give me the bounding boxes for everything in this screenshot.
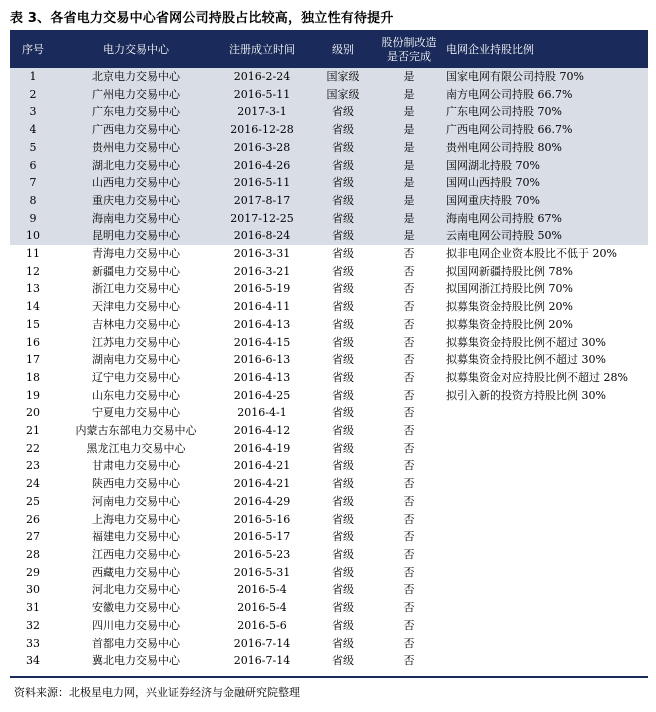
cell-level: 省级 [332,247,354,261]
cell-center: 黑龙江电力交易中心 [86,441,186,455]
cell-share: 广东电网公司持股 70% [440,103,648,121]
cell-share: 拟募集资金持股比例 20% [446,317,573,331]
cell-no: 24 [26,477,40,491]
cell-date: 2016-6-13 [233,353,291,367]
cell-share: 拟国网浙江持股比例 70% [446,282,573,296]
cell-no: 14 [26,300,40,314]
cell-center: 辽宁电力交易中心 [92,370,180,384]
cell-date: 2016-8-24 [216,227,308,245]
cell-level: 省级 [332,601,354,615]
cell-reform: 否 [403,618,415,632]
cell-reform: 否 [403,317,415,331]
cell-date: 2016-4-12 [233,424,291,438]
cell-center: 湖北电力交易中心 [56,157,216,175]
cell-reform: 否 [403,565,415,579]
table-row [10,227,648,245]
cell-reform: 否 [403,512,415,526]
cell-no: 5 [10,139,56,157]
cell-date: 2016-4-26 [216,157,308,175]
cell-level: 省级 [308,121,378,139]
cell-center: 广州电力交易中心 [56,86,216,104]
cell-level: 省级 [332,406,354,420]
table-row [10,617,648,635]
header-level: 级别 [332,43,354,56]
table-row [10,334,648,352]
table-row [10,263,648,281]
cell-reform: 是 [378,210,440,228]
cell-share: 国网山西持股 70% [440,174,648,192]
table-row [10,157,648,175]
cell-share: 云南电网公司持股 50% [440,227,648,245]
cell-reform: 否 [403,370,415,384]
cell-level: 省级 [332,459,354,473]
cell-reform: 否 [403,654,415,668]
cell-reform: 否 [403,424,415,438]
cell-level: 省级 [332,512,354,526]
source-note: 资料来源：北极星电力网，兴业证券经济与金融研究院整理 [14,686,300,699]
table-row [10,86,648,104]
cell-date: 2016-5-4 [237,601,287,615]
cell-reform: 否 [403,335,415,349]
cell-center: 西藏电力交易中心 [92,565,180,579]
cell-level: 省级 [332,300,354,314]
cell-reform: 否 [403,441,415,455]
table-row [10,210,648,228]
cell-level: 省级 [308,227,378,245]
table-row [10,369,648,387]
cell-date: 2016-5-16 [233,512,291,526]
cell-no: 7 [10,174,56,192]
cell-level: 省级 [308,157,378,175]
cell-no: 8 [10,192,56,210]
cell-no: 2 [10,86,56,104]
cell-reform: 是 [378,86,440,104]
cell-level: 省级 [308,139,378,157]
cell-no: 23 [26,459,40,473]
cell-reform: 否 [403,530,415,544]
cell-level: 省级 [332,317,354,331]
table-row [10,68,648,86]
cell-date: 2016-5-19 [233,282,291,296]
cell-no: 28 [26,547,40,561]
cell-share: 国网湖北持股 70% [440,157,648,175]
cell-reform: 是 [378,174,440,192]
cell-level: 国家级 [308,68,378,86]
cell-date: 2016-4-29 [233,494,291,508]
table-row [10,174,648,192]
cell-level: 省级 [332,441,354,455]
cell-reform: 否 [403,636,415,650]
cell-center: 昆明电力交易中心 [56,227,216,245]
cell-no: 22 [26,441,40,455]
cell-date: 2016-5-11 [216,86,308,104]
cell-reform: 否 [403,388,415,402]
exchange-center-table [10,32,648,670]
table-row [10,493,648,511]
cell-share: 南方电网公司持股 66.7% [440,86,648,104]
cell-no: 21 [26,424,40,438]
cell-reform: 是 [378,121,440,139]
cell-center: 河南电力交易中心 [92,494,180,508]
cell-no: 13 [26,282,40,296]
cell-no: 34 [26,654,40,668]
cell-date: 2016-12-28 [216,121,308,139]
cell-reform: 否 [403,300,415,314]
table-row [10,316,648,334]
cell-level: 国家级 [308,86,378,104]
cell-date: 2016-4-13 [233,317,291,331]
header-reform-line2: 是否完成 [387,50,431,63]
cell-reform: 否 [403,494,415,508]
table-row [10,192,648,210]
cell-date: 2016-4-21 [233,477,291,491]
cell-center: 宁夏电力交易中心 [92,406,180,420]
cell-no: 26 [26,512,40,526]
cell-no: 33 [26,636,40,650]
cell-center: 重庆电力交易中心 [56,192,216,210]
cell-share: 国网重庆持股 70% [440,192,648,210]
cell-level: 省级 [332,282,354,296]
cell-no: 10 [10,227,56,245]
cell-center: 首都电力交易中心 [92,636,180,650]
cell-center: 北京电力交易中心 [56,68,216,86]
cell-share: 拟募集资金对应持股比例不超过 28% [446,370,628,384]
table-row [10,351,648,369]
cell-reform: 否 [403,583,415,597]
cell-share: 海南电网公司持股 67% [440,210,648,228]
cell-no: 11 [26,247,40,261]
cell-share: 拟非电网企业资本股比不低于 20% [446,247,617,261]
cell-level: 省级 [332,494,354,508]
cell-center: 吉林电力交易中心 [92,317,180,331]
cell-center: 冀北电力交易中心 [92,654,180,668]
cell-share [440,404,648,422]
cell-date: 2017-12-25 [216,210,308,228]
table-row [10,280,648,298]
cell-no: 32 [26,618,40,632]
cell-share [440,599,648,617]
cell-no: 30 [26,583,40,597]
cell-center: 安徽电力交易中心 [92,601,180,615]
cell-center: 内蒙古东部电力交易中心 [75,424,197,438]
cell-reform: 是 [378,157,440,175]
cell-level: 省级 [332,335,354,349]
cell-date: 2017-3-1 [216,103,308,121]
cell-center: 青海电力交易中心 [92,247,180,261]
cell-share [440,617,648,635]
table-row [10,528,648,546]
cell-share: 拟引入新的投资方持股比例 30% [446,388,606,402]
cell-no: 12 [26,264,40,278]
cell-no: 29 [26,565,40,579]
cell-share: 贵州电网公司持股 80% [440,139,648,157]
cell-date: 2016-5-23 [233,547,291,561]
header-date: 注册成立时间 [229,43,295,56]
cell-center: 湖南电力交易中心 [92,353,180,367]
cell-no: 31 [26,601,40,615]
cell-center: 贵州电力交易中心 [56,139,216,157]
cell-reform: 否 [403,547,415,561]
table-row [10,581,648,599]
cell-level: 省级 [308,103,378,121]
table-row [10,546,648,564]
table-row [10,404,648,422]
cell-level: 省级 [332,477,354,491]
table-row [10,599,648,617]
cell-date: 2016-3-21 [233,264,291,278]
table-row [10,564,648,582]
cell-no: 18 [26,370,40,384]
cell-share [440,493,648,511]
cell-share: 拟募集资金持股比例 20% [446,300,573,314]
cell-center: 河北电力交易中心 [92,583,180,597]
cell-reform: 否 [403,459,415,473]
cell-level: 省级 [308,192,378,210]
cell-no: 4 [10,121,56,139]
bottom-rule [10,676,648,678]
cell-center: 新疆电力交易中心 [92,264,180,278]
cell-date: 2016-7-14 [233,636,291,650]
cell-center: 广东电力交易中心 [56,103,216,121]
cell-date: 2017-8-17 [216,192,308,210]
cell-level: 省级 [332,636,354,650]
cell-share [440,581,648,599]
cell-date: 2016-2-24 [216,68,308,86]
table-row [10,511,648,529]
table-row [10,298,648,316]
cell-date: 2016-5-31 [233,565,291,579]
cell-share: 拟国网新疆持股比例 78% [446,264,573,278]
table-row [10,121,648,139]
header-reform [378,32,440,68]
cell-reform: 是 [378,103,440,121]
cell-center: 天津电力交易中心 [92,300,180,314]
cell-reform: 否 [403,601,415,615]
cell-level: 省级 [332,618,354,632]
cell-share [440,546,648,564]
cell-date: 2016-5-4 [237,583,287,597]
table-row [10,139,648,157]
cell-share [440,652,648,670]
cell-no: 6 [10,157,56,175]
cell-share [440,564,648,582]
cell-center: 海南电力交易中心 [56,210,216,228]
cell-share [440,422,648,440]
cell-center: 广西电力交易中心 [56,121,216,139]
cell-center: 上海电力交易中心 [92,512,180,526]
table-row [10,475,648,493]
cell-date: 2016-4-15 [233,335,291,349]
cell-reform: 否 [403,353,415,367]
cell-reform: 否 [403,282,415,296]
cell-level: 省级 [332,388,354,402]
header-share: 电网企业持股比例 [446,43,534,56]
cell-date: 2016-5-6 [237,618,287,632]
table-row [10,245,648,263]
cell-date: 2016-4-25 [233,388,291,402]
cell-center: 山西电力交易中心 [56,174,216,192]
table-row [10,652,648,670]
cell-center: 江苏电力交易中心 [92,335,180,349]
table-row [10,635,648,653]
cell-share [440,475,648,493]
cell-no: 9 [10,210,56,228]
header-center: 电力交易中心 [103,43,169,56]
cell-reform: 是 [378,68,440,86]
cell-level: 省级 [332,565,354,579]
cell-center: 四川电力交易中心 [92,618,180,632]
cell-level: 省级 [332,530,354,544]
cell-share [440,528,648,546]
cell-reform: 是 [378,139,440,157]
cell-level: 省级 [332,424,354,438]
cell-date: 2016-4-19 [233,441,291,455]
cell-no: 25 [26,494,40,508]
cell-date: 2016-4-13 [233,370,291,384]
cell-no: 16 [26,335,40,349]
table-row [10,103,648,121]
cell-reform: 是 [378,192,440,210]
cell-center: 福建电力交易中心 [92,530,180,544]
cell-no: 17 [26,353,40,367]
table-body [10,68,648,670]
cell-share: 拟募集资金持股比例不超过 30% [446,353,606,367]
table-row [10,457,648,475]
table-row [10,387,648,405]
cell-level: 省级 [332,264,354,278]
table-row [10,440,648,458]
cell-share [440,457,648,475]
cell-share [440,440,648,458]
cell-level: 省级 [332,370,354,384]
cell-center: 甘肃电力交易中心 [92,459,180,473]
cell-date: 2016-5-11 [216,174,308,192]
cell-level: 省级 [332,547,354,561]
cell-center: 浙江电力交易中心 [92,282,180,296]
cell-date: 2016-3-31 [233,247,291,261]
cell-level: 省级 [332,353,354,367]
cell-no: 27 [26,530,40,544]
cell-reform: 否 [403,264,415,278]
cell-center: 山东电力交易中心 [92,388,180,402]
cell-date: 2016-3-28 [216,139,308,157]
header-row [10,32,648,68]
cell-share: 国家电网有限公司持股 70% [440,68,648,86]
cell-share [440,511,648,529]
cell-share: 拟募集资金持股比例不超过 30% [446,335,606,349]
cell-no: 15 [26,317,40,331]
cell-share [440,635,648,653]
cell-level: 省级 [308,174,378,192]
cell-center: 江西电力交易中心 [92,547,180,561]
cell-date: 2016-7-14 [233,654,291,668]
cell-no: 1 [10,68,56,86]
cell-date: 2016-5-17 [233,530,291,544]
header-no: 序号 [22,43,44,56]
cell-level: 省级 [332,654,354,668]
cell-date: 2016-4-11 [233,300,291,314]
cell-no: 20 [26,406,40,420]
table-row [10,422,648,440]
cell-date: 2016-4-21 [233,459,291,473]
cell-no: 19 [26,388,40,402]
header-reform-line1: 股份制改造 [381,36,437,49]
cell-center: 陕西电力交易中心 [92,477,180,491]
cell-reform: 否 [403,247,415,261]
cell-level: 省级 [308,210,378,228]
cell-no: 3 [10,103,56,121]
cell-share: 广西电网公司持股 66.7% [440,121,648,139]
cell-reform: 否 [403,477,415,491]
cell-level: 省级 [332,583,354,597]
cell-reform: 是 [378,227,440,245]
cell-date: 2016-4-1 [237,406,287,420]
cell-reform: 否 [403,406,415,420]
table-title: 表 3、各省电力交易中心省网公司持股占比较高，独立性有待提升 [10,11,394,26]
